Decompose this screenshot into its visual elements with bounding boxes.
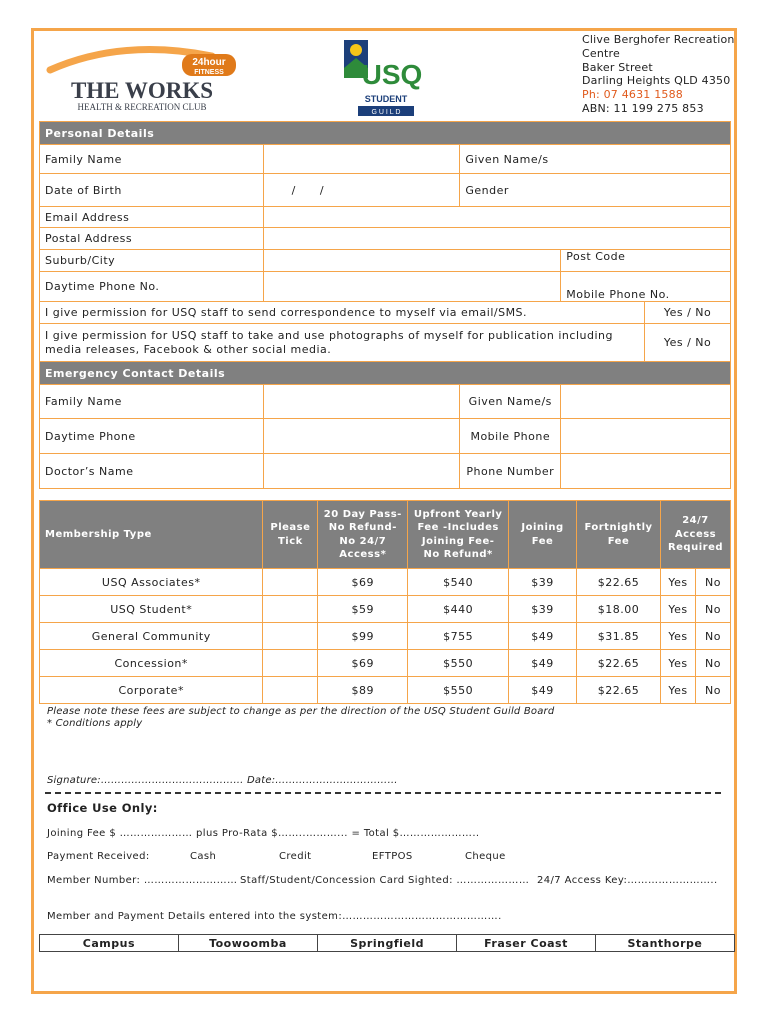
abn: ABN: 11 199 275 853 xyxy=(582,101,704,115)
section-title: Emergency Contact Details xyxy=(40,362,731,385)
signature-line[interactable]: Signature:…………………………………… Date:……………………………… xyxy=(47,775,398,786)
ec-given-names-field[interactable] xyxy=(561,385,731,419)
label-ec-daytime-phone: Daytime Phone xyxy=(40,419,264,454)
address-line: Centre xyxy=(582,46,620,60)
membership-row xyxy=(40,569,731,596)
access-no[interactable]: No xyxy=(695,623,730,650)
section-title: Personal Details xyxy=(40,122,731,145)
access-no[interactable]: No xyxy=(695,596,730,623)
label-ec-given-names: Given Name/s xyxy=(460,385,561,419)
permission-photos: I give permission for USQ staff to take and use photographs of myself for publication including media releases, Facebook & other social media. xyxy=(40,324,645,362)
personal-details-table xyxy=(39,121,731,489)
membership-row xyxy=(40,596,731,623)
campus-stanthorpe[interactable]: Stanthorpe xyxy=(595,935,734,952)
access-key-field[interactable]: 24/7 Access Key:…………………….. xyxy=(537,875,718,886)
postal-field[interactable] xyxy=(263,228,730,250)
doctor-phone-field[interactable] xyxy=(561,454,731,489)
access-yes[interactable]: Yes xyxy=(660,596,695,623)
cut-line xyxy=(45,792,721,794)
tick-box[interactable] xyxy=(263,623,318,650)
membership-type: USQ Associates* xyxy=(40,569,263,596)
header-membership-type: Membership Type xyxy=(40,501,263,569)
header-joining-fee: Joining Fee xyxy=(509,501,577,569)
payment-cheque[interactable]: Cheque xyxy=(465,851,506,862)
access-yes[interactable]: Yes xyxy=(660,650,695,677)
label-dob: Date of Birth xyxy=(40,174,264,207)
label-gender: Gender xyxy=(465,183,509,197)
label-family-name: Family Name xyxy=(40,145,264,174)
yearly-fee: $755 xyxy=(408,623,509,650)
usq-guild-text: G U I L D xyxy=(371,109,401,116)
joining-fee: $39 xyxy=(509,569,577,596)
membership-type: USQ Student* xyxy=(40,596,263,623)
label-suburb: Suburb/City xyxy=(40,250,264,272)
permission-email: I give permission for USQ staff to send correspondence to myself via email/SMS. xyxy=(40,302,645,324)
header-please-tick: Please Tick xyxy=(263,501,318,569)
payment-credit[interactable]: Credit xyxy=(279,851,312,862)
phone-number: Ph: 07 4631 1588 xyxy=(582,88,683,102)
email-field[interactable] xyxy=(263,207,730,228)
suburb-field[interactable] xyxy=(263,250,561,272)
label-ec-mobile: Mobile Phone xyxy=(460,419,561,454)
pass-fee: $99 xyxy=(318,623,408,650)
yearly-fee: $440 xyxy=(408,596,509,623)
logo-sub-text: HEALTH & RECREATION CLUB xyxy=(77,102,207,112)
membership-table xyxy=(39,500,731,704)
address-line: Baker Street xyxy=(582,60,653,74)
access-yes[interactable]: Yes xyxy=(660,677,695,704)
yearly-fee: $550 xyxy=(408,650,509,677)
pass-fee: $69 xyxy=(318,569,408,596)
access-no[interactable]: No xyxy=(695,569,730,596)
membership-type: General Community xyxy=(40,623,263,650)
header-access-required: 24/7 Access Required xyxy=(660,501,730,569)
label-postcode: Post Code xyxy=(566,250,626,263)
fortnightly-fee: $22.65 xyxy=(577,650,661,677)
postcode-field[interactable] xyxy=(561,250,731,272)
access-no[interactable]: No xyxy=(695,650,730,677)
mobile-field[interactable] xyxy=(561,272,731,302)
label-phone-number: Phone Number xyxy=(460,454,561,489)
joining-fee: $49 xyxy=(509,623,577,650)
label-doctor: Doctor’s Name xyxy=(40,454,264,489)
pass-fee: $59 xyxy=(318,596,408,623)
member-number-field[interactable]: Member Number: ……………………… xyxy=(47,875,238,886)
fortnightly-fee: $22.65 xyxy=(577,677,661,704)
label-mobile: Mobile Phone No. xyxy=(566,288,670,301)
family-name-field[interactable] xyxy=(263,145,460,174)
campus-springfield[interactable]: Springfield xyxy=(318,935,457,952)
conditions-note: * Conditions apply xyxy=(47,718,143,729)
joining-fee: $39 xyxy=(509,596,577,623)
membership-row xyxy=(40,623,731,650)
usq-text: USQ xyxy=(361,59,423,90)
access-yes[interactable]: Yes xyxy=(660,569,695,596)
label-daytime-phone: Daytime Phone No. xyxy=(40,272,264,302)
joining-fee-line[interactable]: Joining Fee $ ………………… plus Pro-Rata $……..………... = Total $………………….. xyxy=(47,828,480,839)
payment-received-label: Payment Received: xyxy=(47,851,150,862)
logo-badge-top: 24hour xyxy=(192,57,226,68)
tick-box[interactable] xyxy=(263,569,318,596)
campus-toowoomba[interactable]: Toowoomba xyxy=(178,935,317,952)
fortnightly-fee: $18.00 xyxy=(577,596,661,623)
membership-row xyxy=(40,677,731,704)
label-given-names: Given Name/s xyxy=(465,152,549,166)
tick-box[interactable] xyxy=(263,677,318,704)
tick-box[interactable] xyxy=(263,650,318,677)
ec-family-name-field[interactable] xyxy=(263,385,460,419)
fees-note: Please note these fees are subject to change as per the direction of the USQ Student Guild Board xyxy=(47,706,555,717)
membership-type: Concession* xyxy=(40,650,263,677)
label-ec-family-name: Family Name xyxy=(40,385,264,419)
campus-fraser-coast[interactable]: Fraser Coast xyxy=(457,935,596,952)
pass-fee: $69 xyxy=(318,650,408,677)
joining-fee: $49 xyxy=(509,677,577,704)
address-line: Darling Heights QLD 4350 xyxy=(582,74,731,88)
dob-field[interactable] xyxy=(263,174,460,207)
entered-system-field[interactable]: Member and Payment Details entered into the system:………………………………………. xyxy=(47,911,502,922)
the-works-logo xyxy=(42,42,242,114)
fortnightly-fee: $22.65 xyxy=(577,569,661,596)
logo-brand-text: THE WORKS xyxy=(70,78,214,103)
yearly-fee: $550 xyxy=(408,677,509,704)
address-line: Clive Berghofer Recreation xyxy=(582,33,735,46)
membership-type: Corporate* xyxy=(40,677,263,704)
label-email: Email Address xyxy=(40,207,264,228)
header-fortnightly-fee: Fortnightly Fee xyxy=(577,501,661,569)
given-names-field[interactable] xyxy=(460,145,731,174)
gender-field[interactable] xyxy=(460,174,731,207)
ec-daytime-phone-field[interactable] xyxy=(263,419,460,454)
logo-badge-bottom: FITNESS xyxy=(194,69,224,76)
header-upfront-yearly: Upfront Yearly Fee -Includes Joining Fee- No Refund* xyxy=(408,501,509,569)
daytime-phone-field[interactable] xyxy=(263,272,561,302)
payment-cash[interactable]: Cash xyxy=(190,851,217,862)
card-sighted-field[interactable]: Staff/Student/Concession Card Sighted: ………………… xyxy=(240,875,530,886)
header-20-day-pass: 20 Day Pass- No Refund-No 24/7 Access* xyxy=(318,501,408,569)
usq-student-text: STUDENT xyxy=(364,94,408,104)
ec-mobile-field[interactable] xyxy=(561,419,731,454)
tick-box[interactable] xyxy=(263,596,318,623)
permission-photos-yes-no[interactable]: Yes / No xyxy=(645,324,731,362)
usq-student-guild-logo xyxy=(340,38,432,120)
label-postal: Postal Address xyxy=(40,228,264,250)
pass-fee: $89 xyxy=(318,677,408,704)
fortnightly-fee: $31.85 xyxy=(577,623,661,650)
campus-table xyxy=(39,934,735,952)
address-block xyxy=(582,33,735,116)
joining-fee: $49 xyxy=(509,650,577,677)
membership-row xyxy=(40,650,731,677)
campus-label: Campus xyxy=(40,935,179,952)
yearly-fee: $540 xyxy=(408,569,509,596)
access-no[interactable]: No xyxy=(695,677,730,704)
dob-slashes: / / xyxy=(291,183,325,197)
payment-eftpos[interactable]: EFTPOS xyxy=(372,851,413,862)
doctor-field[interactable] xyxy=(263,454,460,489)
office-use-title: Office Use Only: xyxy=(47,801,158,815)
access-yes[interactable]: Yes xyxy=(660,623,695,650)
permission-email-yes-no[interactable]: Yes / No xyxy=(645,302,731,324)
